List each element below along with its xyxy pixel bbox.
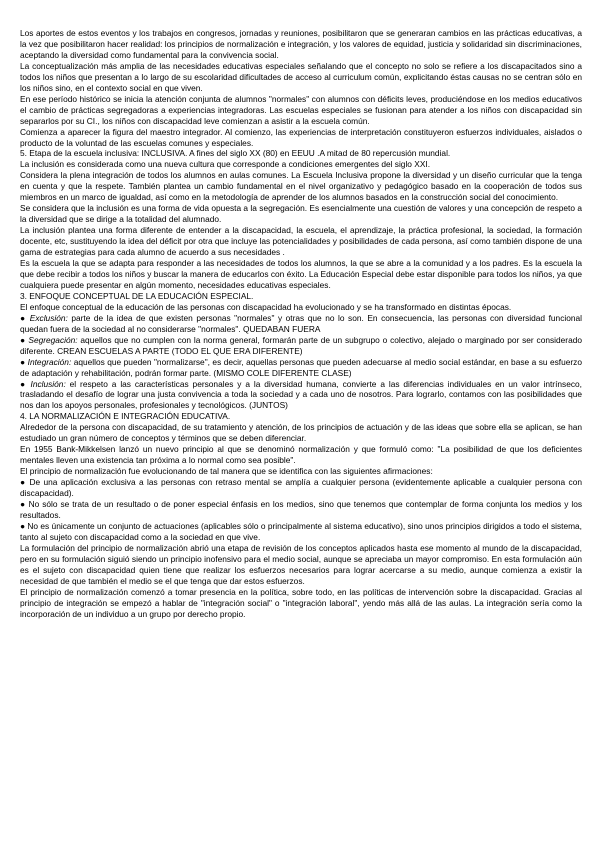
bullet-marker: ● [20,520,28,531]
bullet-marker: ● [20,378,31,389]
bullet-text: aquellos que pueden "normalizarse", es decir, aquellas personas que pueden adecuarse al medio social estándar, en base a su esfuerzo de adaptación y rehabilitación, podrán formar parte. (MISMO COLE DIFERENTE CLASE) [20,356,582,378]
bullet-term: Inclusión: [30,378,66,389]
paragraph: 4. LA NORMALIZACIÓN E INTEGRACIÓN EDUCATIVA. [20,411,231,422]
paragraph: El principio de normalización comenzó a tomar presencia en la política, sobre todo, en las políticas de intervención sobre la discapacidad. Gracias al principio de integración se empezó a hablar de "integración social" o "integración laboral", yendo más allá de las aulas. La integración sería como la incorporación de un individuo a un grupo por derecho propio. [20,586,582,619]
paragraph: La formulación del principio de normalización abrió una etapa de revisión de los conceptos aplicados hasta ese momento al mundo de la discapacidad, pero en su formulación siguió siendo un principio inofensivo para el medio social, aunque se apreciaba un mayor compromiso. En esta formulación aún es el sujeto con discapacidad quien tiene que realizar los esfuerzos necesarios para lograr acercarse a su medio, aunque comienza a existir la necesidad de que también el medio se el que tenga que dar estos esfuerzos. [20,542,582,586]
bullet-item [20,521,582,543]
paragraph: 5. Etapa de la escuela inclusiva: INCLUSIVA. A fines del siglo XX (80) en EEUU .A mitad de 80 repercusión mundial. [20,148,451,159]
paragraph: El enfoque conceptual de la educación de las personas con discapacidad ha evolucionado y se ha transformado en distintas épocas. [20,301,512,312]
paragraph: Los aportes de estos eventos y los trabajos en congresos, jornadas y reuniones, posibilitaron que se generaran cambios en las prácticas educativas, a la vez que posibilitaron hacer realidad: los principios de normalización e integración, y los valores de equidad, justicia y solidaridad sin discriminaciones, aceptando la diversidad como fundamental para la convivencia social. [20,28,582,60]
bullet-item [20,499,582,521]
bullet-item [20,313,582,335]
bullet-marker: ● [20,356,28,367]
paragraph: La inclusión plantea una forma diferente de entender a la discapacidad, la escuela, el aprendizaje, la práctica profesional, la sociedad, la formación docente, etc, sustituyendo la idea del déficit por otra que incluye las potencialidades y posibilidades de cada persona, así como también dispone de una gama de estrategias para cada alumno de acuerdo a sus necesidades . [20,225,582,258]
paragraph: 3. ENFOQUE CONCEPTUAL DE LA EDUCACIÓN ESPECIAL. [20,290,254,301]
bullet-item [20,379,582,412]
bullet-marker: ● [20,477,30,488]
bullet-text: el respeto a las características personales y a la diversidad humana, convierte a las diferencias individuales en un valor intrínseco, trasladando el desafío de lograr una justa convivencia a toda la sociedad y a cada uno de nosotros. Para lograrlo, contamos con las posibilidades que nos dan los apoyos personales, profesionales y tecnológicos. (JUNTOS) [20,378,582,411]
bullet-item [20,335,582,357]
bullet-marker: ● [20,312,30,323]
bullet-text: No sólo se trata de un resultado o de poner especial énfasis en los medios, sino que tenemos que contemplar de forma conjunta los medios y los resultados. [20,498,583,520]
bullet-item [20,477,582,499]
paragraph: Alrededor de la persona con discapacidad, de su tratamiento y atención, de los principios de actuación y de las ideas que sobre ella se aplican, se han estudiado un gran número de conceptos y términos que se deben diferenciar. [20,422,582,444]
paragraph: En 1955 Bank-Mikkelsen lanzó un nuevo principio al que se denominó normalización y que formuló como: "La posibilidad de que los deficientes mentales lleven una existencia tan próxima a lo normal como sea posible". [20,444,582,466]
paragraph: La inclusión es considerada como una nueva cultura que corresponde a condiciones emergentes del siglo XXI. [20,159,431,170]
paragraph: Se considera que la inclusión es una forma de vida opuesta a la segregación. Es esencialmente una cuestión de valores y una concepción de respeto a la diversidad que se dirige a la totalidad del alumnado. [20,203,582,225]
bullet-item [20,357,582,379]
bullet-term: Segregación: [28,334,78,345]
bullet-term: Exclusión: [29,312,68,323]
paragraph: Es la escuela la que se adapta para responder a las necesidades de todos los alumnos, la que se abre a la comunidad y a los padres. Es la escuela la que debe recibir a todos los niños y buscar la manera de educarlos con éxito. La Educación Especial debe estar disponible para todos los niños, ya que cualquiera puede presentar en algún momento, necesidades educativas especiales. [20,258,582,290]
paragraph: La conceptualización más amplia de las necesidades educativas especiales señalando que el concepto no solo se refiere a los discapacitados sino a todos los niños que presentan a lo largo de su escolaridad dificultades de acceso al curriculum común, explicitando éstas causas no se centran sólo en los niños sino, en el contexto social en que viven. [20,60,582,93]
bullet-term: Integración: [27,356,72,367]
bullet-marker: ● [20,498,29,509]
bullet-text: parte de la idea de que existen personas "normales" y otras que no lo son. En consecuencia, las personas con diversidad funcional quedan fuera de la sociedad al no considerarse "normales". QUEDABAN FUERA [20,312,582,334]
bullet-marker: ● [20,334,29,345]
bullet-text: No es únicamente un conjunto de actuaciones (aplicables sólo o principalmente al sistema educativo), sino unos principios dirigidos a todo el sistema, tanto al sujeto con discapacidad como a la sociedad en que vive. [20,520,583,542]
bullet-text: aquellos que no cumplen con la norma general, formarán parte de un subgrupo o colectivo, alejado o marginado por ser considerado diferente. CREAN ESCUELAS A PARTE (TODO EL QUE ERA DIFERENTE) [20,334,582,356]
paragraph: Comienza a aparecer la figura del maestro integrador. Al comienzo, las experiencias de interpretación constituyeron esfuerzos individuales, aislados o producto de la voluntad de las escuelas comunes y especiales. [20,126,582,148]
paragraph: El principio de normalización fue evolucionando de tal manera que se identifica con las siguientes afirmaciones: [20,466,433,477]
paragraph: En ese período histórico se inicia la atención conjunta de alumnos "normales" con alumnos con déficits leves, produciéndose en los medios educativos el cambio de prácticas segregadoras a experiencias integradoras. Las escuelas especiales se fusionan para atender a los niños con discapacidad sin separarlos por su CI., los niños con discapacidad leve comienzan a asistir a la escuela común. [20,93,582,126]
paragraph: Considera la plena integración de todos los alumnos en aulas comunes. La Escuela Inclusiva propone la diversidad y un diseño curricular que la tenga en cuenta y que la respete. También plantea un cambio fundamental en el nivel organizativo y pedagógico basado en la cooperación de todos sus miembros en un marco de igualdad, así como en la metodología de aprender de los alumnos basados en la construcción social del conocimiento. [20,170,582,203]
bullet-text: De una aplicación exclusiva a las personas con retraso mental se amplía a cualquier persona (evidentemente aplicable a cualquier persona con discapacidad). [20,477,583,499]
